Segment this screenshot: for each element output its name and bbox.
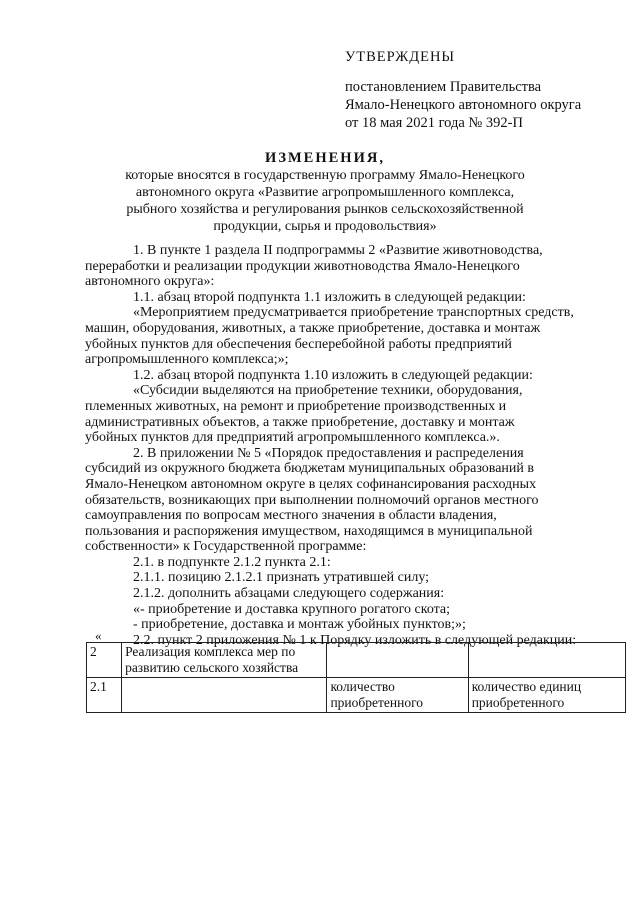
body-paragraph xyxy=(85,290,598,306)
table-cell: Реализация комплекса мер по развитию сельского хозяйства xyxy=(122,643,327,678)
body-line: «Мероприятием предусматривается приобретение транспортных средств, xyxy=(133,305,574,321)
body-paragraph xyxy=(85,555,598,571)
body-line: 1. В пункте 1 раздела II подпрограммы 2 «Развитие животноводства, xyxy=(133,243,543,258)
title-main: ИЗМЕНЕНИЯ, xyxy=(265,150,385,166)
title-line: рыбного хозяйства и регулирования рынков сельскохозяйственной xyxy=(126,202,524,217)
body-line: - приобретение, доставка и монтаж убойных пунктов;»; xyxy=(133,617,466,633)
body-line: 2.1.2. дополнить абзацами следующего содержания: xyxy=(133,586,445,602)
body-line: 2.1. в подпункте 2.1.2 пункта 2.1: xyxy=(133,554,331,570)
body-paragraph xyxy=(85,446,598,555)
body-paragraph xyxy=(85,602,598,618)
body-line: «Субсидии выделяются на приобретение техники, оборудования, xyxy=(133,383,523,399)
body-line: 1.1. абзац второй подпункта 1.1 изложить в следующей редакции: xyxy=(133,289,526,305)
table-cell xyxy=(327,643,468,678)
body-line: административных объектов, а также приобретение, доставку и монтаж xyxy=(85,414,515,430)
body-line: обязательств, возникающих при выполнении полномочий органов местного xyxy=(85,492,539,508)
title-line: которые вносятся в государственную программу Ямало-Ненецкого xyxy=(125,168,525,183)
body-line: автономного округа»: xyxy=(85,274,215,290)
document-body xyxy=(85,243,598,648)
body-line: пользования и распоряжения имуществом, находящимся в муниципальной xyxy=(85,523,533,539)
body-line: 2.1.1. позицию 2.1.2.1 признать утратившей силу; xyxy=(133,570,430,586)
body-line: самоуправления по вопросам местного значения в области владения, xyxy=(85,508,497,524)
approval-block xyxy=(345,48,625,132)
body-paragraph xyxy=(85,305,598,367)
positions-table xyxy=(86,642,626,713)
body-paragraph xyxy=(85,383,598,445)
body-line: 2. В приложении № 5 «Порядок предоставления и распределения xyxy=(133,445,524,461)
body-line: субсидий из окружного бюджета бюджетам муниципальных образований в xyxy=(85,461,534,477)
table-row xyxy=(87,643,626,678)
body-paragraph xyxy=(85,570,598,586)
body-line: Ямало-Ненецком автономном округе в целях софинансирования расходных xyxy=(85,476,537,492)
body-line: убойных пунктов для обеспечения бесперебойной работы предприятий xyxy=(85,336,512,352)
body-paragraph xyxy=(85,586,598,602)
approval-line: постановлением Правительства xyxy=(345,79,542,95)
body-line: переработки и реализации продукции животноводства Ямало-Ненецкого xyxy=(85,258,520,274)
approval-line: от 18 мая 2021 года № 392-П xyxy=(345,115,523,131)
table-cell: 2.1 xyxy=(87,678,122,713)
table-quote-open: « xyxy=(95,628,102,643)
body-paragraph xyxy=(85,368,598,384)
document-title xyxy=(60,150,590,235)
body-paragraph xyxy=(85,243,598,290)
body-line: «- приобретение и доставка крупного рогатого скота; xyxy=(133,601,451,617)
approval-heading: УТВЕРЖДЕНЫ xyxy=(345,49,456,65)
body-line: племенных животных, на ремонт и приобретение производственных и xyxy=(85,398,507,414)
body-line: 2.2. пункт 2 приложения № 1 к Порядку изложить в следующей редакции: xyxy=(133,632,577,648)
body-line: машин, оборудования, животных, а также приобретение, доставка и монтаж xyxy=(85,320,541,336)
table-cell: количество приобретенного xyxy=(327,678,468,713)
table-cell xyxy=(468,643,625,678)
body-line: 1.2. абзац второй подпункта 1.10 изложить в следующей редакции: xyxy=(133,367,533,383)
body-line: агропромышленного комплекса;»; xyxy=(85,352,289,368)
title-line: автономного округа «Развитие агропромышленного комплекса, xyxy=(135,185,515,200)
title-line: продукции, сырья и продовольствия» xyxy=(213,219,437,234)
table-cell: количество единиц приобретенного xyxy=(468,678,625,713)
table-cell: 2 xyxy=(87,643,122,678)
table-cell xyxy=(122,678,327,713)
body-line: убойных пунктов для предприятий агропромышленного комплекса.». xyxy=(85,430,500,446)
body-line: собственности» к Государственной программе: xyxy=(85,539,367,555)
body-paragraph xyxy=(85,617,598,633)
approval-line: Ямало-Ненецкого автономного округа xyxy=(345,97,582,113)
table-row xyxy=(87,678,626,713)
